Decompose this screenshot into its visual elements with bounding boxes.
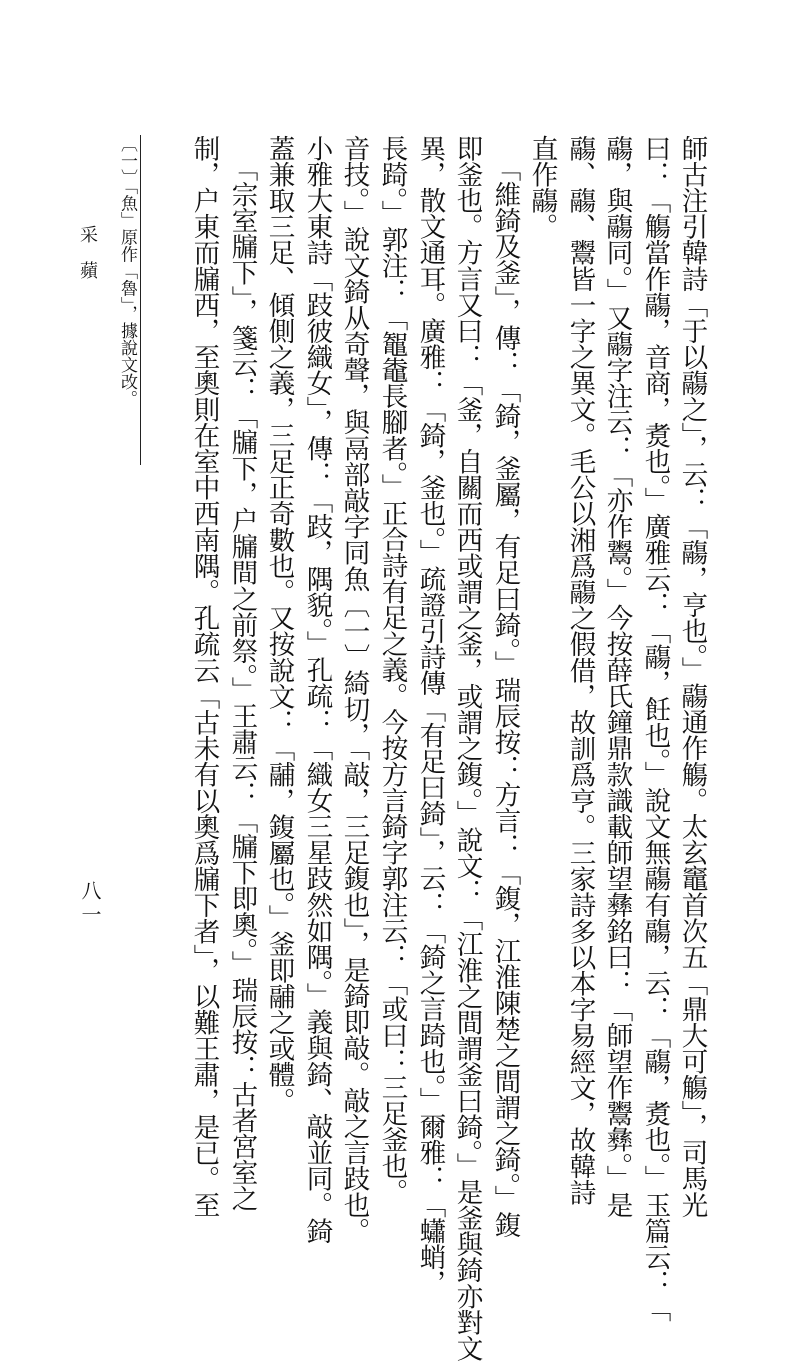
column-12: 蓋兼取三足、傾側之義，三足正奇數也。又按說文：「鬴，鍑屬也。」釜即鬴之或體。 — [263, 135, 295, 1114]
column-10: 音技。」說文錡从奇聲，與鬲部敲字同魚〔一〕綺切，「敲，三足鍑也」，是錡即敲。敲之言跂也。 — [338, 135, 370, 1244]
column-13: 「宗室牖下」，箋云：「牖下，户牖間之前祭。」王肅云：「牖下即奧。」瑞辰按：古者宮室之 — [226, 155, 258, 1212]
column-3: 鬺，與鬺同。」又鬺字注云：「亦作鬻。」今按薛氏鐘鼎款識載師望彝銘曰：「師望作鬻彝。」是 — [601, 135, 633, 1218]
page-number: 八一 — [78, 880, 102, 928]
running-header: 采蘋 — [77, 225, 98, 297]
column-6: 「維錡及釜」，傳：「錡，釜屬，有足曰錡。」瑞辰按：方言：「鍑，江淮陳楚之間謂之錡。」鍑 — [489, 155, 521, 1238]
column-9: 長踦。」郭注：「鼅鼄長腳者。」正合詩有足之義。今按方言錡字郭注云：「或曰：三足釜也。 — [376, 135, 408, 1205]
footnote: 〔一〕「魚」原作「魯」，據說文改。 — [117, 135, 137, 407]
column-11: 小雅大東詩「跂彼織女」，傳：「跂，隅貌。」孔疏：「織女三星跂然如隅。」義與錡、敲並同。錡 — [301, 135, 333, 1244]
column-1: 師古注引韓詩「于以鬺之」，云：「鬺，亨也。」鬺通作觴。太玄竈首次五「鼎大可觴」，司馬光 — [676, 135, 708, 1218]
column-8: 異，散文通耳。廣雅：「錡，釜也。」疏證引詩傳「有足曰錡」，云：「錡之言踦也。」爾雅：「蠨蛸， — [414, 135, 446, 1296]
column-4: 鬺、鬺、鬻皆一字之異文。毛公以湘爲鬺之假借，故訓爲亨。三家詩多以本字易經文，故韓詩 — [564, 135, 596, 1206]
column-2: 曰：「觴當作鬺，音商，煑也。」廣雅云：「鬺，飪也。」說文無鬺有鬺，云：「鬺，煑也。」玉篇云：「 — [639, 135, 671, 1322]
rule — [140, 135, 141, 465]
column-7: 即釜也。方言又曰：「釜，自關而西或謂之釜，或謂之鍑。」說文：「江淮之間謂釜曰錡。」是釜與錡亦對文 — [451, 135, 483, 1361]
column-5: 直作鬺。 — [526, 135, 558, 240]
column-14: 制，户東而牖西，至奧則在室中西南隅。孔疏云「古未有以奧爲牖下者」，以難王肅，是已。至 — [188, 135, 220, 1218]
